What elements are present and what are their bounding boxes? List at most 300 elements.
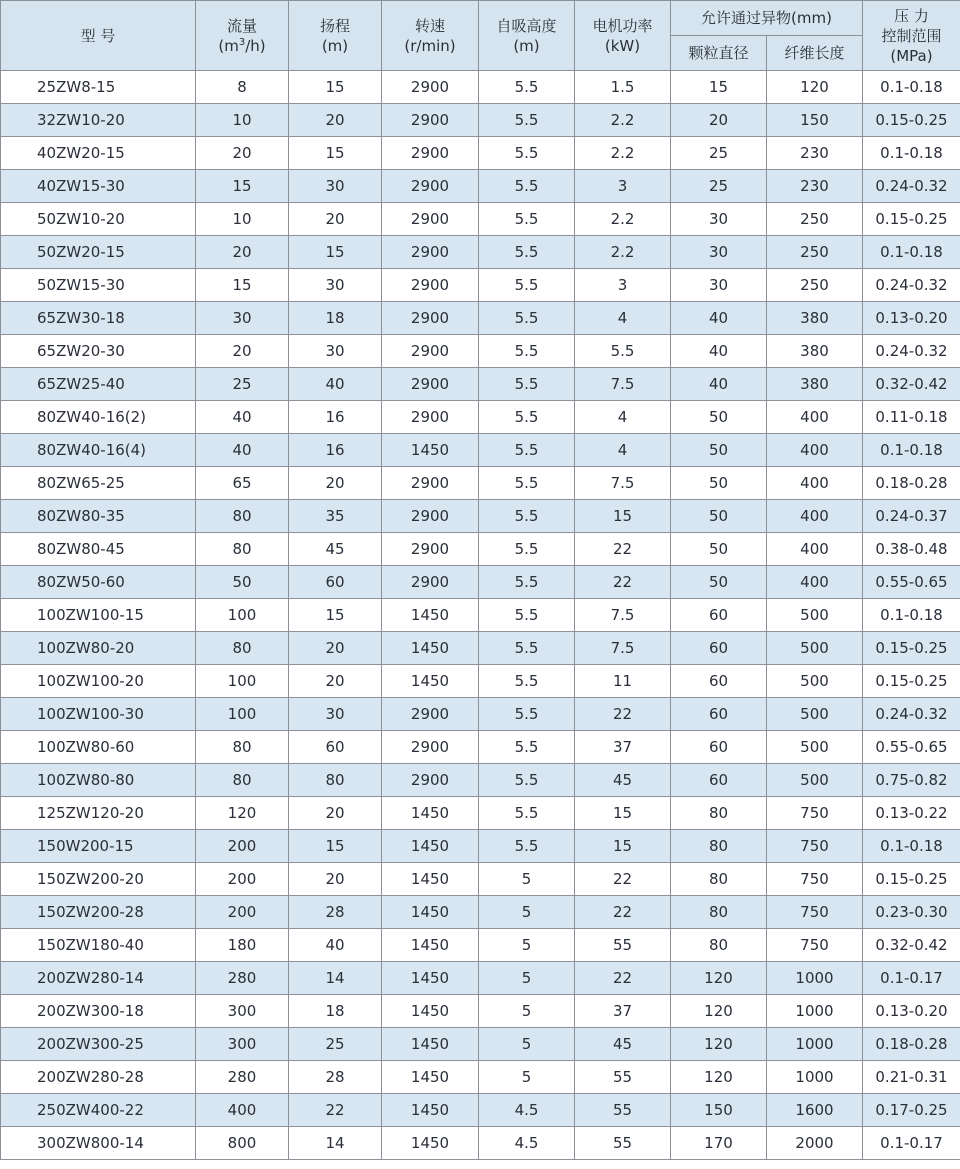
cell-speed: 1450 <box>382 434 479 467</box>
cell-particle: 50 <box>671 401 767 434</box>
cell-speed: 2900 <box>382 236 479 269</box>
cell-suction: 5.5 <box>479 797 575 830</box>
cell-particle: 50 <box>671 566 767 599</box>
cell-model: 200ZW300-18 <box>1 995 196 1028</box>
cell-power: 2.2 <box>575 203 671 236</box>
cell-flow: 400 <box>196 1094 289 1127</box>
cell-power: 22 <box>575 566 671 599</box>
cell-particle: 30 <box>671 203 767 236</box>
cell-head: 20 <box>289 104 382 137</box>
table-body <box>1 71 960 1160</box>
cell-fiber: 380 <box>767 368 863 401</box>
cell-head: 20 <box>289 665 382 698</box>
cell-head: 80 <box>289 764 382 797</box>
cell-fiber: 1600 <box>767 1094 863 1127</box>
cell-flow: 65 <box>196 467 289 500</box>
cell-suction: 5.5 <box>479 203 575 236</box>
cell-suction: 4.5 <box>479 1127 575 1160</box>
cell-flow: 120 <box>196 797 289 830</box>
cell-particle: 25 <box>671 137 767 170</box>
cell-pressure: 0.1-0.18 <box>863 236 960 269</box>
cell-speed: 2900 <box>382 731 479 764</box>
cell-fiber: 380 <box>767 335 863 368</box>
cell-suction: 5.5 <box>479 104 575 137</box>
cell-particle: 40 <box>671 302 767 335</box>
cell-flow: 8 <box>196 71 289 104</box>
cell-fiber: 400 <box>767 566 863 599</box>
cell-model: 150ZW200-28 <box>1 896 196 929</box>
cell-speed: 2900 <box>382 335 479 368</box>
cell-pressure: 0.24-0.32 <box>863 698 960 731</box>
cell-pressure: 0.23-0.30 <box>863 896 960 929</box>
cell-particle: 120 <box>671 995 767 1028</box>
cell-model: 100ZW100-20 <box>1 665 196 698</box>
cell-power: 3 <box>575 269 671 302</box>
cell-model: 200ZW300-25 <box>1 1028 196 1061</box>
cell-particle: 60 <box>671 632 767 665</box>
cell-power: 4 <box>575 434 671 467</box>
cell-suction: 5.5 <box>479 599 575 632</box>
cell-power: 7.5 <box>575 368 671 401</box>
cell-particle: 60 <box>671 599 767 632</box>
cell-suction: 5.5 <box>479 71 575 104</box>
cell-model: 25ZW8-15 <box>1 71 196 104</box>
table-row <box>1 533 960 566</box>
cell-power: 22 <box>575 698 671 731</box>
table-header <box>1 1 960 71</box>
cell-speed: 1450 <box>382 632 479 665</box>
table-row <box>1 1028 960 1061</box>
cell-head: 18 <box>289 995 382 1028</box>
table-row <box>1 1094 960 1127</box>
cell-power: 22 <box>575 863 671 896</box>
table-row <box>1 863 960 896</box>
cell-head: 15 <box>289 599 382 632</box>
cell-fiber: 250 <box>767 269 863 302</box>
cell-power: 7.5 <box>575 599 671 632</box>
cell-particle: 40 <box>671 368 767 401</box>
cell-head: 25 <box>289 1028 382 1061</box>
cell-fiber: 1000 <box>767 962 863 995</box>
cell-power: 7.5 <box>575 632 671 665</box>
cell-flow: 80 <box>196 764 289 797</box>
cell-pressure: 0.32-0.42 <box>863 368 960 401</box>
header-flow-label: 流量 <box>226 16 257 35</box>
cell-speed: 2900 <box>382 467 479 500</box>
cell-speed: 1450 <box>382 1127 479 1160</box>
cell-head: 15 <box>289 71 382 104</box>
cell-model: 100ZW80-60 <box>1 731 196 764</box>
cell-particle: 50 <box>671 467 767 500</box>
cell-power: 15 <box>575 830 671 863</box>
cell-particle: 120 <box>671 962 767 995</box>
cell-power: 4 <box>575 302 671 335</box>
cell-head: 22 <box>289 1094 382 1127</box>
cell-speed: 2900 <box>382 170 479 203</box>
cell-head: 30 <box>289 269 382 302</box>
cell-head: 30 <box>289 335 382 368</box>
table-row <box>1 797 960 830</box>
cell-particle: 60 <box>671 698 767 731</box>
table-row <box>1 929 960 962</box>
cell-suction: 5.5 <box>479 401 575 434</box>
cell-fiber: 750 <box>767 896 863 929</box>
cell-speed: 2900 <box>382 203 479 236</box>
cell-pressure: 0.32-0.42 <box>863 929 960 962</box>
cell-model: 125ZW120-20 <box>1 797 196 830</box>
cell-model: 65ZW30-18 <box>1 302 196 335</box>
cell-model: 32ZW10-20 <box>1 104 196 137</box>
table-row <box>1 665 960 698</box>
cell-flow: 180 <box>196 929 289 962</box>
cell-model: 100ZW100-15 <box>1 599 196 632</box>
cell-particle: 40 <box>671 335 767 368</box>
cell-suction: 5 <box>479 1061 575 1094</box>
header-particle: 颗粒直径 <box>671 36 767 71</box>
cell-suction: 5 <box>479 863 575 896</box>
cell-suction: 5.5 <box>479 632 575 665</box>
cell-pressure: 0.15-0.25 <box>863 104 960 137</box>
cell-flow: 200 <box>196 896 289 929</box>
table-row <box>1 434 960 467</box>
cell-head: 20 <box>289 632 382 665</box>
cell-fiber: 2000 <box>767 1127 863 1160</box>
cell-suction: 5.5 <box>479 368 575 401</box>
cell-pressure: 0.1-0.18 <box>863 599 960 632</box>
cell-particle: 80 <box>671 830 767 863</box>
cell-power: 37 <box>575 731 671 764</box>
cell-speed: 2900 <box>382 104 479 137</box>
cell-flow: 280 <box>196 962 289 995</box>
cell-particle: 50 <box>671 434 767 467</box>
cell-flow: 200 <box>196 863 289 896</box>
table-row <box>1 698 960 731</box>
table-row <box>1 170 960 203</box>
cell-suction: 5.5 <box>479 137 575 170</box>
cell-head: 20 <box>289 203 382 236</box>
cell-model: 150ZW180-40 <box>1 929 196 962</box>
cell-pressure: 0.24-0.37 <box>863 500 960 533</box>
cell-particle: 30 <box>671 236 767 269</box>
table-row <box>1 401 960 434</box>
cell-head: 60 <box>289 566 382 599</box>
cell-suction: 5.5 <box>479 335 575 368</box>
cell-particle: 60 <box>671 731 767 764</box>
cell-power: 15 <box>575 500 671 533</box>
cell-power: 22 <box>575 962 671 995</box>
cell-pressure: 0.24-0.32 <box>863 269 960 302</box>
cell-flow: 80 <box>196 500 289 533</box>
cell-power: 55 <box>575 1127 671 1160</box>
cell-speed: 1450 <box>382 830 479 863</box>
cell-power: 2.2 <box>575 137 671 170</box>
cell-particle: 20 <box>671 104 767 137</box>
cell-suction: 5 <box>479 929 575 962</box>
table-row <box>1 71 960 104</box>
cell-fiber: 230 <box>767 170 863 203</box>
cell-head: 16 <box>289 434 382 467</box>
cell-particle: 120 <box>671 1028 767 1061</box>
cell-pressure: 0.38-0.48 <box>863 533 960 566</box>
cell-head: 15 <box>289 830 382 863</box>
cell-speed: 1450 <box>382 797 479 830</box>
cell-pressure: 0.1-0.18 <box>863 830 960 863</box>
cell-pressure: 0.15-0.25 <box>863 863 960 896</box>
cell-model: 50ZW20-15 <box>1 236 196 269</box>
cell-flow: 10 <box>196 203 289 236</box>
cell-particle: 120 <box>671 1061 767 1094</box>
table-row <box>1 764 960 797</box>
cell-head: 40 <box>289 929 382 962</box>
cell-particle: 150 <box>671 1094 767 1127</box>
cell-power: 55 <box>575 1094 671 1127</box>
cell-flow: 100 <box>196 599 289 632</box>
cell-power: 2.2 <box>575 104 671 137</box>
cell-suction: 5.5 <box>479 467 575 500</box>
cell-flow: 10 <box>196 104 289 137</box>
cell-speed: 2900 <box>382 71 479 104</box>
header-speed: 转速 (r/min) <box>382 1 479 71</box>
cell-fiber: 400 <box>767 434 863 467</box>
cell-fiber: 150 <box>767 104 863 137</box>
header-head: 扬程 (m) <box>289 1 382 71</box>
cell-power: 15 <box>575 797 671 830</box>
cell-head: 28 <box>289 896 382 929</box>
cell-power: 55 <box>575 1061 671 1094</box>
cell-head: 20 <box>289 467 382 500</box>
cell-particle: 80 <box>671 797 767 830</box>
cell-pressure: 0.1-0.17 <box>863 962 960 995</box>
header-passable: 允许通过异物(mm) <box>671 1 863 36</box>
cell-fiber: 400 <box>767 467 863 500</box>
cell-head: 20 <box>289 863 382 896</box>
table-row <box>1 566 960 599</box>
cell-speed: 1450 <box>382 1061 479 1094</box>
cell-power: 4 <box>575 401 671 434</box>
cell-model: 150W200-15 <box>1 830 196 863</box>
table-row <box>1 632 960 665</box>
cell-model: 40ZW15-30 <box>1 170 196 203</box>
cell-head: 60 <box>289 731 382 764</box>
cell-power: 22 <box>575 533 671 566</box>
cell-suction: 5.5 <box>479 302 575 335</box>
cell-suction: 5 <box>479 1028 575 1061</box>
cell-flow: 25 <box>196 368 289 401</box>
cell-fiber: 750 <box>767 863 863 896</box>
cell-model: 100ZW80-20 <box>1 632 196 665</box>
cell-model: 65ZW25-40 <box>1 368 196 401</box>
header-flow <box>196 1 289 71</box>
cell-particle: 80 <box>671 863 767 896</box>
cell-flow: 30 <box>196 302 289 335</box>
cell-suction: 5.5 <box>479 665 575 698</box>
cell-power: 2.2 <box>575 236 671 269</box>
cell-speed: 2900 <box>382 368 479 401</box>
cell-speed: 1450 <box>382 599 479 632</box>
cell-speed: 2900 <box>382 401 479 434</box>
table-row <box>1 335 960 368</box>
cell-model: 80ZW80-35 <box>1 500 196 533</box>
cell-head: 15 <box>289 137 382 170</box>
table-row <box>1 995 960 1028</box>
header-model: 型 号 <box>1 1 196 71</box>
cell-flow: 80 <box>196 533 289 566</box>
table-row <box>1 104 960 137</box>
cell-fiber: 400 <box>767 533 863 566</box>
cell-pressure: 0.15-0.25 <box>863 203 960 236</box>
cell-head: 20 <box>289 797 382 830</box>
header-pressure: 压 力 控制范围 (MPa) <box>863 1 960 71</box>
cell-pressure: 0.18-0.28 <box>863 467 960 500</box>
cell-power: 1.5 <box>575 71 671 104</box>
cell-model: 100ZW80-80 <box>1 764 196 797</box>
cell-model: 100ZW100-30 <box>1 698 196 731</box>
cell-speed: 2900 <box>382 533 479 566</box>
cell-model: 300ZW800-14 <box>1 1127 196 1160</box>
cell-fiber: 500 <box>767 698 863 731</box>
cell-fiber: 400 <box>767 401 863 434</box>
cell-model: 150ZW200-20 <box>1 863 196 896</box>
cell-suction: 5 <box>479 896 575 929</box>
cell-suction: 5.5 <box>479 698 575 731</box>
cell-pressure: 0.11-0.18 <box>863 401 960 434</box>
cell-flow: 20 <box>196 236 289 269</box>
cell-flow: 100 <box>196 665 289 698</box>
cell-head: 30 <box>289 170 382 203</box>
cell-particle: 50 <box>671 533 767 566</box>
cell-power: 11 <box>575 665 671 698</box>
cell-speed: 2900 <box>382 302 479 335</box>
cell-pressure: 0.18-0.28 <box>863 1028 960 1061</box>
cell-suction: 5.5 <box>479 830 575 863</box>
cell-suction: 5.5 <box>479 236 575 269</box>
cell-flow: 80 <box>196 731 289 764</box>
cell-pressure: 0.13-0.20 <box>863 302 960 335</box>
cell-flow: 15 <box>196 170 289 203</box>
table-row <box>1 203 960 236</box>
cell-speed: 2900 <box>382 137 479 170</box>
cell-suction: 5.5 <box>479 533 575 566</box>
cell-model: 200ZW280-28 <box>1 1061 196 1094</box>
cell-flow: 200 <box>196 830 289 863</box>
cell-fiber: 500 <box>767 764 863 797</box>
table-row <box>1 302 960 335</box>
cell-fiber: 500 <box>767 665 863 698</box>
cell-suction: 5 <box>479 995 575 1028</box>
table-row <box>1 1127 960 1160</box>
cell-speed: 1450 <box>382 929 479 962</box>
header-power: 电机功率 (kW) <box>575 1 671 71</box>
cell-model: 40ZW20-15 <box>1 137 196 170</box>
cell-flow: 100 <box>196 698 289 731</box>
cell-flow: 280 <box>196 1061 289 1094</box>
cell-fiber: 1000 <box>767 995 863 1028</box>
cell-pressure: 0.55-0.65 <box>863 566 960 599</box>
cell-head: 18 <box>289 302 382 335</box>
cell-fiber: 230 <box>767 137 863 170</box>
cell-pressure: 0.1-0.18 <box>863 137 960 170</box>
cell-pressure: 0.17-0.25 <box>863 1094 960 1127</box>
cell-suction: 5.5 <box>479 566 575 599</box>
cell-model: 80ZW40-16(2) <box>1 401 196 434</box>
cell-fiber: 500 <box>767 632 863 665</box>
cell-fiber: 1000 <box>767 1061 863 1094</box>
cell-flow: 800 <box>196 1127 289 1160</box>
cell-head: 45 <box>289 533 382 566</box>
cell-power: 22 <box>575 896 671 929</box>
cell-pressure: 0.1-0.18 <box>863 434 960 467</box>
cell-flow: 300 <box>196 1028 289 1061</box>
cell-flow: 40 <box>196 434 289 467</box>
cell-fiber: 250 <box>767 236 863 269</box>
cell-fiber: 380 <box>767 302 863 335</box>
cell-head: 14 <box>289 962 382 995</box>
cell-pressure: 0.1-0.18 <box>863 71 960 104</box>
cell-speed: 1450 <box>382 995 479 1028</box>
cell-flow: 15 <box>196 269 289 302</box>
table-row <box>1 1061 960 1094</box>
cell-fiber: 250 <box>767 203 863 236</box>
cell-model: 80ZW40-16(4) <box>1 434 196 467</box>
cell-head: 15 <box>289 236 382 269</box>
table-row <box>1 731 960 764</box>
cell-fiber: 1000 <box>767 1028 863 1061</box>
cell-speed: 2900 <box>382 566 479 599</box>
cell-particle: 30 <box>671 269 767 302</box>
cell-pressure: 0.75-0.82 <box>863 764 960 797</box>
table-row <box>1 500 960 533</box>
cell-power: 45 <box>575 1028 671 1061</box>
cell-speed: 2900 <box>382 698 479 731</box>
cell-speed: 1450 <box>382 665 479 698</box>
cell-model: 80ZW65-25 <box>1 467 196 500</box>
cell-suction: 5.5 <box>479 434 575 467</box>
cell-pressure: 0.24-0.32 <box>863 335 960 368</box>
cell-head: 28 <box>289 1061 382 1094</box>
cell-suction: 5.5 <box>479 500 575 533</box>
cell-pressure: 0.21-0.31 <box>863 1061 960 1094</box>
cell-pressure: 0.13-0.22 <box>863 797 960 830</box>
cell-particle: 80 <box>671 896 767 929</box>
cell-model: 80ZW80-45 <box>1 533 196 566</box>
cell-pressure: 0.24-0.32 <box>863 170 960 203</box>
cell-speed: 1450 <box>382 1028 479 1061</box>
cell-particle: 80 <box>671 929 767 962</box>
table-row <box>1 467 960 500</box>
cell-model: 50ZW10-20 <box>1 203 196 236</box>
cell-particle: 60 <box>671 665 767 698</box>
table-row <box>1 236 960 269</box>
cell-speed: 1450 <box>382 1094 479 1127</box>
cell-flow: 300 <box>196 995 289 1028</box>
cell-model: 250ZW400-22 <box>1 1094 196 1127</box>
cell-suction: 5 <box>479 962 575 995</box>
cell-flow: 20 <box>196 335 289 368</box>
cell-particle: 50 <box>671 500 767 533</box>
table-row <box>1 830 960 863</box>
cell-head: 35 <box>289 500 382 533</box>
cell-pressure: 0.1-0.17 <box>863 1127 960 1160</box>
cell-head: 14 <box>289 1127 382 1160</box>
cell-suction: 5.5 <box>479 764 575 797</box>
header-fiber: 纤维长度 <box>767 36 863 71</box>
cell-suction: 5.5 <box>479 269 575 302</box>
cell-particle: 25 <box>671 170 767 203</box>
cell-power: 55 <box>575 929 671 962</box>
cell-speed: 2900 <box>382 500 479 533</box>
table-row <box>1 368 960 401</box>
cell-power: 5.5 <box>575 335 671 368</box>
